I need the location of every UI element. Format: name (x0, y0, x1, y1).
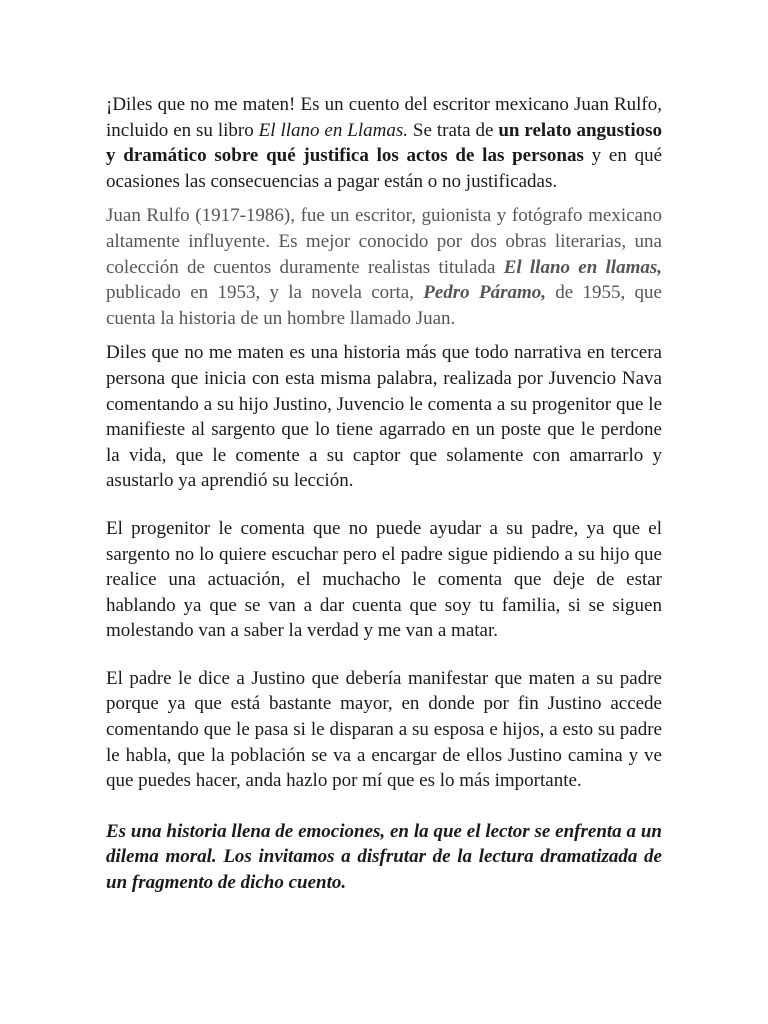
book-title-pedro-paramo: Pedro Páramo, (423, 282, 546, 304)
paragraph-author-bio (106, 203, 662, 331)
book-title-llano-bio: El llano en llamas, (503, 256, 662, 278)
intro-text-end: y en qué ocasiones las consecuencias a pagar están o no justificadas. (106, 145, 663, 192)
bio-text-start: Juan Rulfo (1917-1986), fue un escritor, guionista y fotógrafo mexicano altamente influyente. Es mejor conocido por dos obras literarias, una colección de cuentos duramente realistas titulada (106, 205, 662, 278)
book-title-llano: El llano en Llamas. (258, 119, 408, 141)
paragraph-intro (106, 92, 662, 194)
intro-text-mid: Se trata de (408, 119, 499, 141)
document-page (106, 92, 662, 896)
paragraph-summary-3: El padre le dice a Justino que debería manifestar que maten a su padre porque ya que está bastante mayor, en donde por fin Justino accede comentando que le pasa si le disparan a su esposa e hijos, a esto su padre le habla, que la población se va a encargar de ellos Justino camina y ve que puedes hacer, anda hazlo por mí que es lo más importante. (106, 667, 662, 792)
paragraph-summary-2: El progenitor le comenta que no puede ayudar a su padre, ya que el sargento no lo quiere escuchar pero el padre sigue pidiendo a su hijo que realice una actuación, el muchacho le comenta que deje de estar hablando ya que se van a dar cuenta que soy tu familia, si se siguen molestando van a saber la verdad y me van a matar. (106, 517, 662, 642)
paragraph-summary-1: Diles que no me maten es una historia más que todo narrativa en tercera persona que inicia con esta misma palabra, realizada por Juvencio Nava comentando a su hijo Justino, Juvencio le comenta a su progenitor que le manifieste al sargento que lo tiene agarrado en un poste que le perdone la vida, que le comente a su captor que solamente con amarrarlo y asustarlo ya aprendió su lección. (106, 342, 662, 492)
paragraph-closing: Es una historia llena de emociones, en la que el lector se enfrenta a un dilema moral. Los invitamos a disfrutar de la lectura dramatizada de un fragmento de dicho cuento. (106, 820, 662, 894)
intro-text-start: ¡Diles que no me maten! Es un cuento del escritor mexicano Juan Rulfo, incluido en su libro (106, 94, 662, 141)
intro-highlight: un relato angustioso y dramático sobre qué justifica los actos de las personas (106, 119, 662, 167)
bio-text-end: de 1955, que cuenta la historia de un hombre llamado Juan. (106, 282, 662, 329)
bio-text-mid: publicado en 1953, y la novela corta, (106, 282, 424, 304)
